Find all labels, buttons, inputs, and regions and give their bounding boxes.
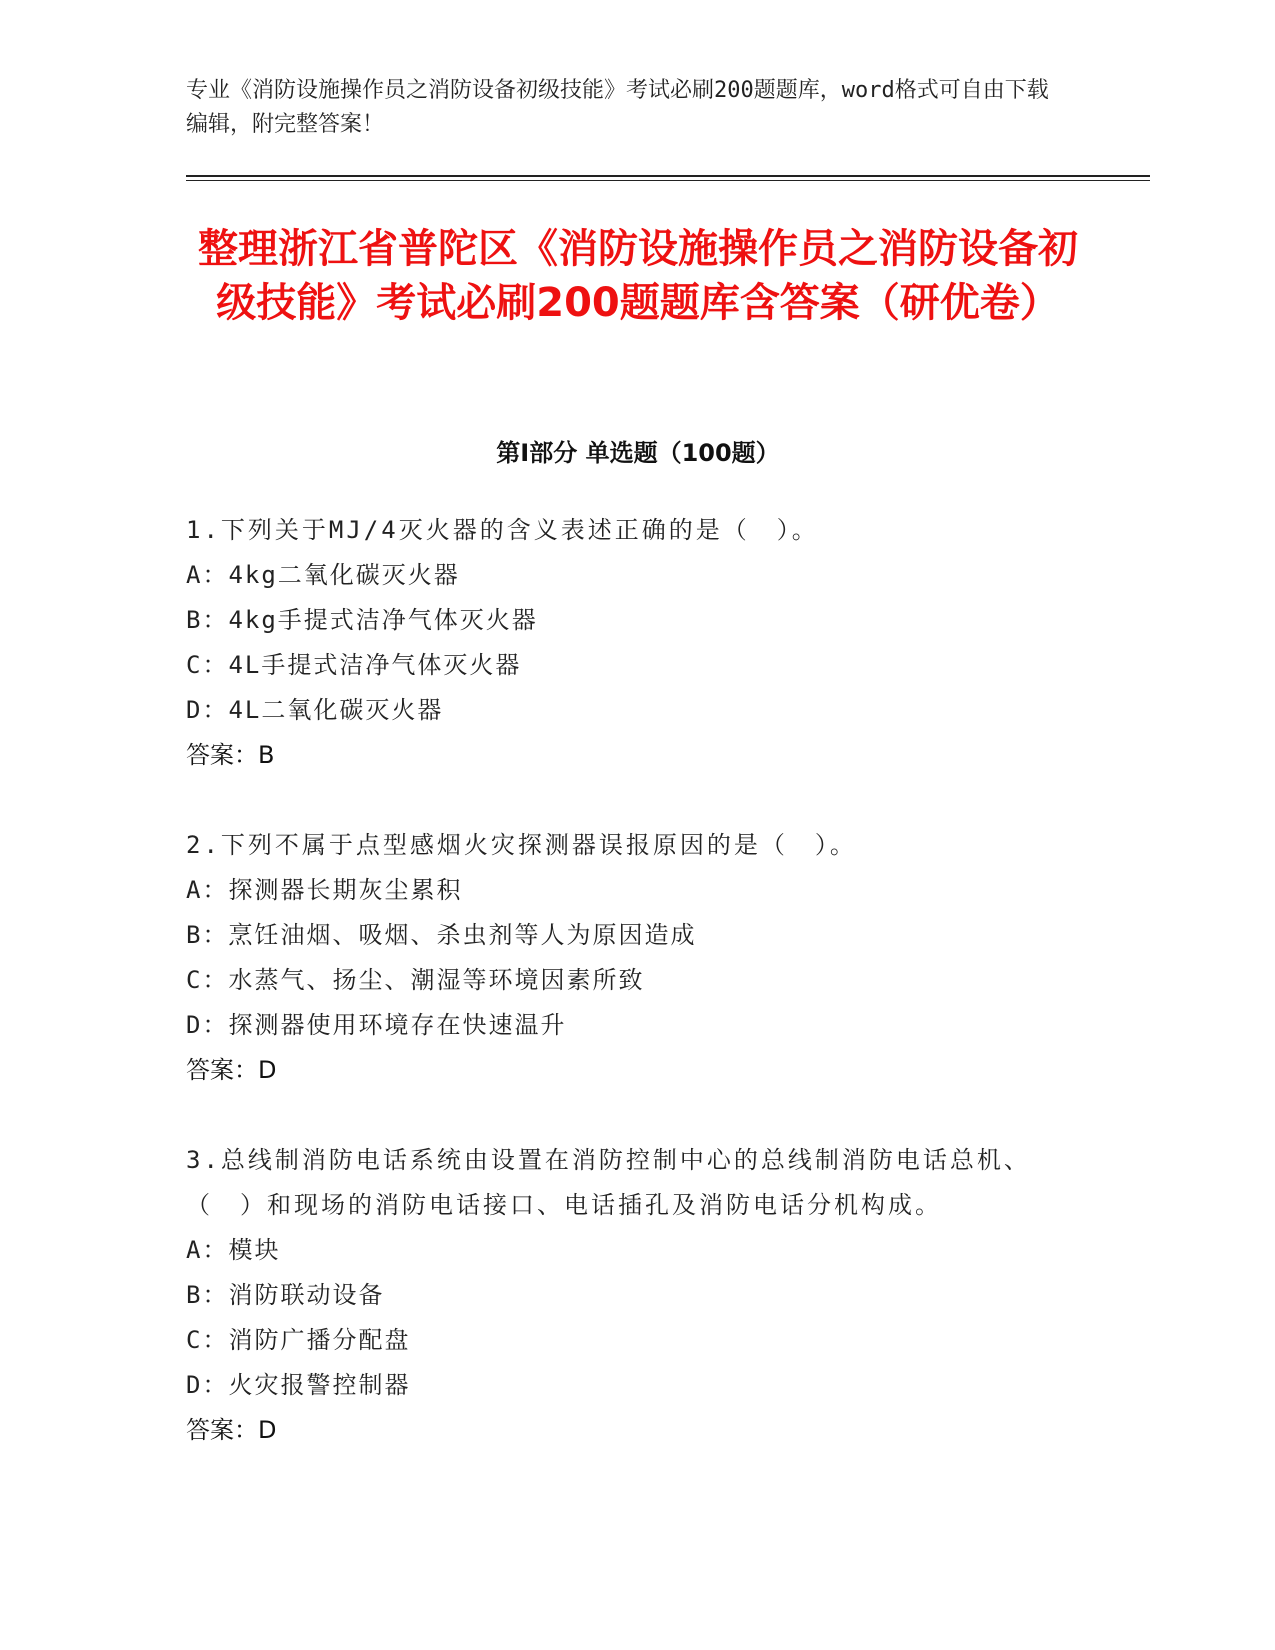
option-c: C：水蒸气、扬尘、潮湿等环境因素所致 — [186, 966, 645, 994]
section-heading: 第Ⅰ部分 单选题（100题） — [496, 439, 780, 467]
answer-label: 答案：D — [186, 1056, 277, 1084]
header-divider-thick — [186, 175, 1150, 177]
option-b: B：消防联动设备 — [186, 1281, 385, 1309]
answer-label: 答案：D — [186, 1416, 277, 1444]
option-a: A：4kg二氧化碳灭火器 — [186, 561, 460, 589]
question-stem: 3.总线制消防电话系统由设置在消防控制中心的总线制消防电话总机、（ ）和现场的消防电话接口、电话插孔及消防电话分机构成。 — [186, 1146, 1031, 1219]
question-stem: 1.下列关于MJ/4灭火器的含义表述正确的是（ ）。 — [186, 516, 819, 544]
option-a: A：模块 — [186, 1236, 281, 1264]
question-3 — [186, 1138, 1086, 1453]
option-b: B：4kg手提式洁净气体灭火器 — [186, 606, 538, 634]
option-d: D：火灾报警控制器 — [186, 1371, 411, 1399]
question-1 — [186, 508, 1086, 778]
document-title: 整理浙江省普陀区《消防设施操作员之消防设备初级技能》考试必刷200题题库含答案（研优卷） — [198, 226, 1078, 326]
header-note: 专业《消防设施操作员之消防设备初级技能》考试必刷200题题库，word格式可自由下载编辑，附完整答案！ — [186, 78, 1049, 137]
option-c: C：消防广播分配盘 — [186, 1326, 411, 1354]
option-a: A：探测器长期灰尘累积 — [186, 876, 463, 904]
option-d: D：探测器使用环境存在快速温升 — [186, 1011, 567, 1039]
header-divider-thin — [186, 180, 1150, 181]
option-b: B：烹饪油烟、吸烟、杀虫剂等人为原因造成 — [186, 921, 697, 949]
option-d: D：4L二氧化碳灭火器 — [186, 696, 444, 724]
question-stem: 2.下列不属于点型感烟火灾探测器误报原因的是（ ）。 — [186, 831, 857, 859]
option-c: C：4L手提式洁净气体灭火器 — [186, 651, 522, 679]
answer-label: 答案：B — [186, 741, 275, 769]
question-2 — [186, 823, 1086, 1093]
